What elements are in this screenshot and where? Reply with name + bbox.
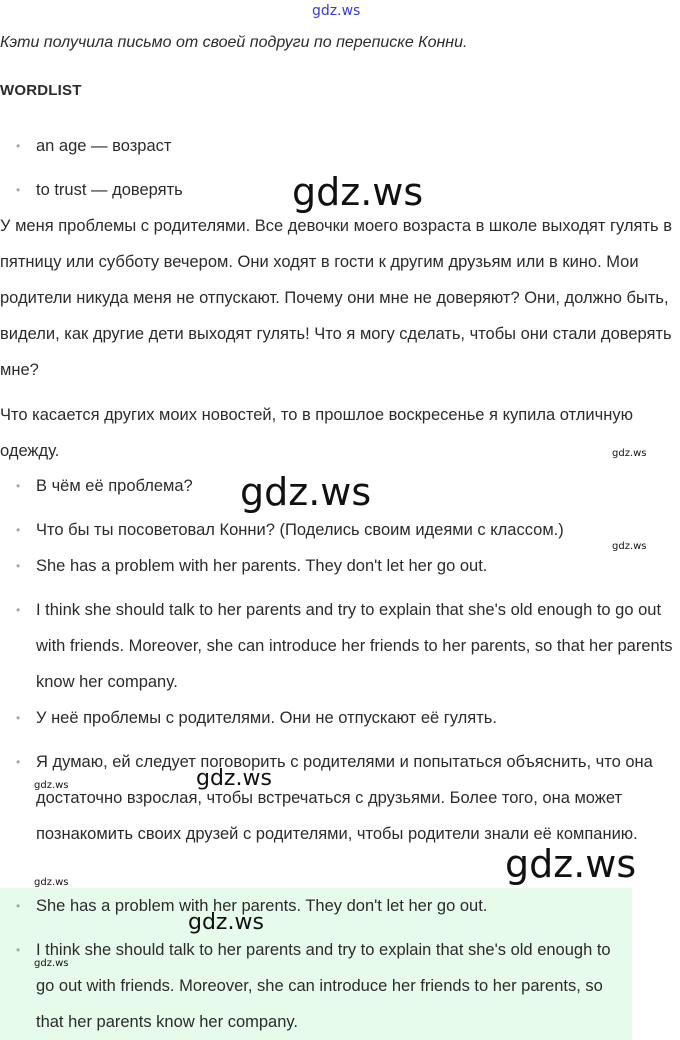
list-item: • I think she should talk to her parents and try to explain that she's old enough to go out with friends. Moreover, she can introduce her friends to her parents, so that her parents know her company.	[0, 592, 680, 700]
letter-paragraph-1: У меня проблемы с родителями. Все девочки моего возраста в школе выходят гулять в пятницу или субботу вечером. Они ходят в гости к другим друзьям или в кино. Мои родители никуда меня не отпускают. Почему они мне не доверяют? Они, должно быть, видели, как другие дети выходят гулять! Что я могу сделать, чтобы они стали доверять мне?	[0, 217, 672, 379]
list-item: • В чём её проблема?	[0, 468, 680, 504]
list-item: • to trust — доверять	[0, 172, 680, 208]
list-item: • У неё проблемы с родителями. Они не отпускают её гулять.	[0, 700, 670, 736]
answers-en-highlight-list	[0, 888, 632, 1040]
watermark-small: gdz.ws	[34, 958, 69, 969]
intro-line: Кэти получила письмо от своей подруги по переписке Конни.	[0, 34, 468, 51]
wordlist-title: WORDLIST	[0, 82, 82, 99]
list-item: • She has a problem with her parents. They don't let her go out.	[0, 888, 632, 924]
watermark-small: gdz.ws	[612, 541, 647, 552]
letter-paragraph-2: Что касается других моих новостей, то в прошлое воскресенье я купила отличную одежду.	[0, 406, 633, 460]
list-item: • I think she should talk to her parents and try to explain that she's old enough to go out with friends. Moreover, she can introduce her friends to her parents, so that her parents know her company.	[0, 932, 632, 1040]
watermark-small: gdz.ws	[34, 877, 69, 888]
list-item: • Что бы ты посоветовал Конни? (Поделись своим идеями с классом.)	[0, 512, 680, 548]
watermark-small: gdz.ws	[612, 448, 647, 459]
watermark-big: gdz.ws	[240, 470, 372, 514]
watermark-mid: gdz.ws	[196, 766, 272, 791]
list-item: • Я думаю, ей следует поговорить с родителями и попытаться объяснить, что она достаточно взрослая, чтобы встречаться с друзьями. Более того, она может познакомить своих друзей с родителями, чтобы родители знали её компанию.	[0, 744, 670, 852]
watermark-big: gdz.ws	[292, 170, 424, 214]
watermark-mid: gdz.ws	[188, 910, 264, 935]
watermark-top: gdz.ws	[312, 3, 361, 19]
list-item: • She has a problem with her parents. They don't let her go out.	[0, 548, 680, 584]
answers-ru-list	[0, 700, 670, 852]
watermark-big: gdz.ws	[505, 842, 637, 886]
list-item: • an age — возраст	[0, 128, 680, 164]
answers-en-list	[0, 548, 680, 700]
watermark-small: gdz.ws	[34, 780, 69, 791]
